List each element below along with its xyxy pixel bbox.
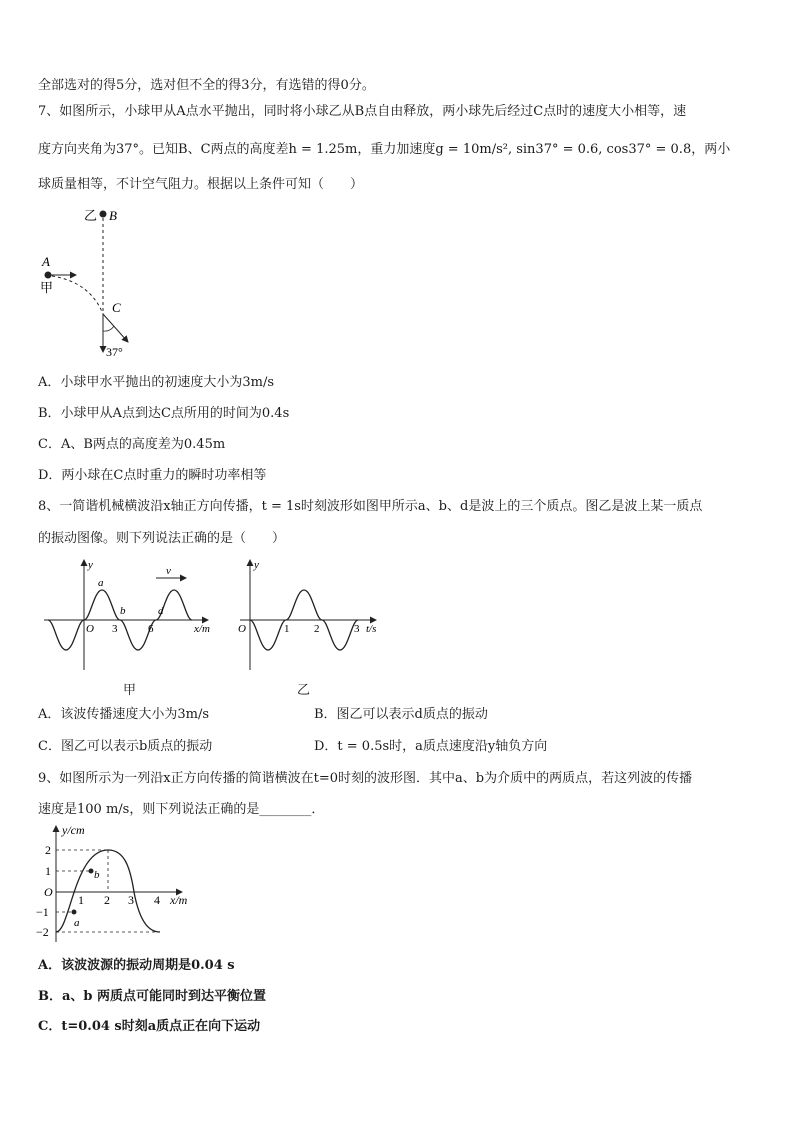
tick-3: 3 bbox=[112, 623, 118, 635]
q7-option-d: D．两小球在C点时重力的瞬时功率相等 bbox=[38, 468, 267, 483]
q8-option-b: B．图乙可以表示d质点的振动 bbox=[314, 707, 488, 722]
tick-3: 3 bbox=[354, 623, 360, 635]
tick-x3: 3 bbox=[128, 893, 134, 907]
q9-option-b: B．a、b 两质点可能同时到达平衡位置 bbox=[38, 989, 267, 1004]
tick-ym2: −2 bbox=[36, 925, 49, 939]
q7-stem-2: 度方向夹角为37°。已知B、C两点的高度差h = 1.25m，重力加速度g = 10m/s², sin37° = 0.6, cos37° = 0.8，两小 bbox=[38, 142, 731, 157]
label-ts: t/s bbox=[366, 623, 377, 635]
point-a bbox=[72, 910, 77, 915]
q9-stem-1: 9、如图所示为一列沿x正方向传播的简谐横波在t=0时刻的波形图．其中a、b为介质中的两质点，若这列波的传播 bbox=[38, 771, 693, 786]
ball-b bbox=[100, 211, 107, 218]
q8-caption-jia: 甲 bbox=[123, 683, 137, 698]
q8-stem-2: 的振动图像。则下列说法正确的是（ ） bbox=[38, 531, 286, 546]
label-yi: 乙 bbox=[84, 208, 98, 223]
label-b: B bbox=[109, 208, 117, 223]
label-c: C bbox=[112, 300, 121, 315]
label-d: d bbox=[158, 605, 164, 617]
point-b bbox=[89, 869, 94, 874]
label-a: a bbox=[74, 917, 80, 929]
label-b: b bbox=[120, 605, 126, 617]
q9-stem-2: 速度是100 m/s，则下列说法正确的是________． bbox=[38, 802, 325, 817]
q8-caption-yi: 乙 bbox=[297, 683, 311, 698]
label-jia: 甲 bbox=[40, 280, 54, 295]
tick-1: 1 bbox=[284, 623, 290, 635]
q9-option-c: C．t=0.04 s时刻a质点正在向下运动 bbox=[38, 1019, 261, 1034]
trajectory bbox=[52, 276, 103, 314]
tick-6: 6 bbox=[148, 623, 154, 635]
label-o: O bbox=[44, 885, 53, 899]
label-xm: x/m bbox=[194, 623, 210, 635]
label-y: y bbox=[88, 559, 93, 571]
q7-option-b: B．小球甲从A点到达C点所用的时间为0.4s bbox=[38, 406, 290, 421]
tick-x2: 2 bbox=[104, 893, 110, 907]
q8-option-d: D．t = 0.5s时，a质点速度沿y轴负方向 bbox=[314, 739, 548, 754]
q9-option-a: A．该波波源的振动周期是0.04 s bbox=[38, 958, 235, 973]
label-a: A bbox=[42, 254, 50, 269]
q7-stem-1: 7、如图所示，小球甲从A点水平抛出，同时将小球乙从B点自由释放，两小球先后经过C点时的速度大小相等，速 bbox=[38, 104, 687, 119]
label-ycm: y/cm bbox=[62, 823, 85, 837]
q8-figure-yi bbox=[236, 556, 386, 676]
tick-ym1: −1 bbox=[36, 905, 49, 919]
q7-option-c: C．A、B两点的高度差为0.45m bbox=[38, 437, 226, 452]
label-angle: 37° bbox=[106, 345, 123, 359]
q9-figure bbox=[34, 820, 204, 946]
label-a: a bbox=[98, 577, 104, 589]
label-o: O bbox=[238, 623, 246, 635]
q8-figure-jia bbox=[40, 556, 220, 676]
q8-option-a: A．该波传播速度大小为3m/s bbox=[38, 707, 210, 722]
q7-option-a: A．小球甲水平抛出的初速度大小为3m/s bbox=[38, 375, 275, 390]
c-velocity-arrow bbox=[103, 314, 128, 342]
label-y: y bbox=[254, 559, 259, 571]
tick-y1: 1 bbox=[45, 864, 51, 878]
tick-2: 2 bbox=[314, 623, 320, 635]
q7-stem-3: 球质量相等，不计空气阻力。根据以上条件可知（ ） bbox=[38, 177, 364, 192]
label-xm: x/m bbox=[170, 893, 188, 907]
label-b: b bbox=[94, 869, 100, 881]
intro-note: 全部选对的得5分，选对但不全的得3分，有选错的得0分。 bbox=[38, 78, 375, 93]
q8-stem-1: 8、一简谐机械横波沿x轴正方向传播，t = 1s时刻波形如图甲所示a、b、d是波上的三个质点。图乙是波上某一质点 bbox=[38, 499, 703, 514]
q7-figure bbox=[30, 204, 150, 364]
q8-option-c: C．图乙可以表示b质点的振动 bbox=[38, 739, 213, 754]
tick-y2: 2 bbox=[45, 843, 51, 857]
tick-x4: 4 bbox=[154, 893, 160, 907]
label-o: O bbox=[86, 623, 94, 635]
ball-a bbox=[45, 272, 52, 279]
tick-x1: 1 bbox=[78, 893, 84, 907]
label-v: v bbox=[166, 565, 171, 577]
